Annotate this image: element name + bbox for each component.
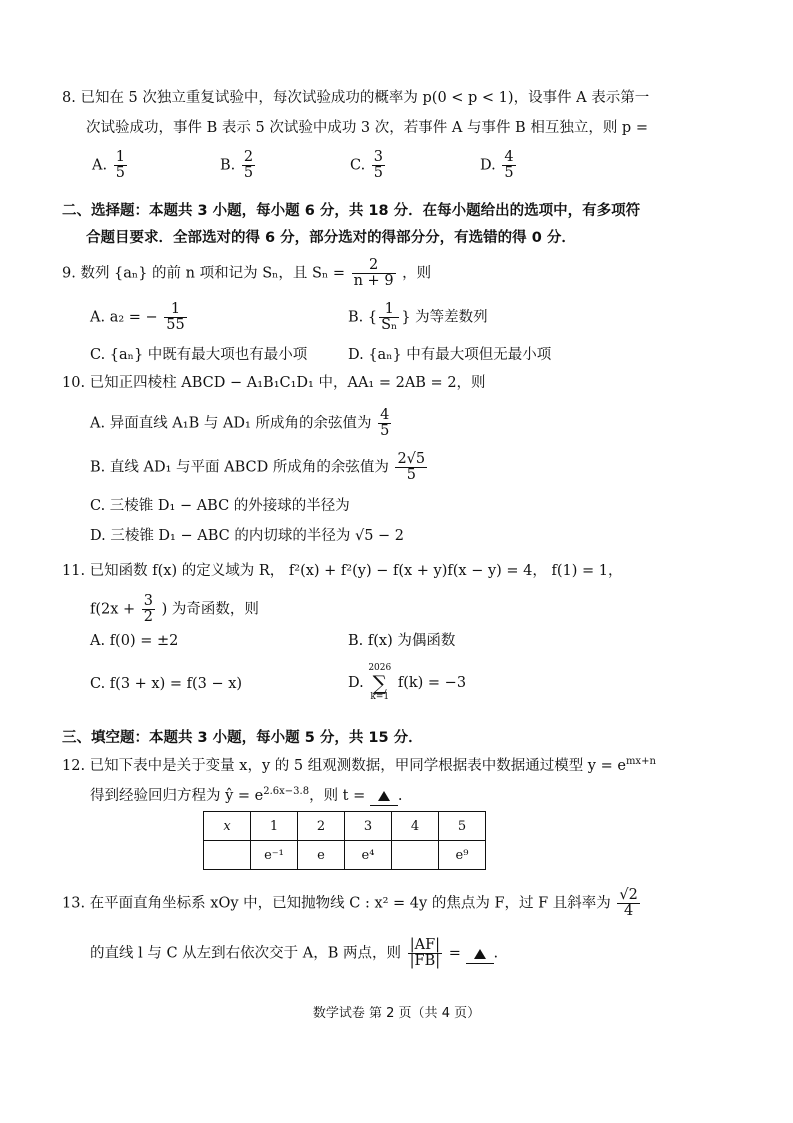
table-cell: e⁹: [439, 841, 486, 870]
fraction: $\frac{3}{2}$: [143, 593, 154, 626]
table-row: [204, 841, 486, 870]
q8-option-a: A. $\frac{1}{5}$: [92, 149, 125, 182]
q9-stem: 9. 数列 {aₙ} 的前 n 项和记为 Sₙ，且 Sₙ = $\frac{2}{n + 9}$ ，则: [62, 257, 432, 290]
q10-option-b: B. 直线 AD₁ 与平面 ABCD 所成角的余弦值为 $\frac{2√5}{5}$: [90, 451, 426, 484]
q9-option-d: D. {aₙ} 中有最大项但无最小项: [348, 347, 552, 363]
q13-stem-line2: 的直线 l 与 C 从左到右依次交于 A，B 两点，则 $\frac{|AF|}{|FB|}$ = .: [90, 937, 499, 970]
q9-option-b: B. { $\frac{1}{\text{Sₙ}}$ } 为等差数列: [348, 301, 488, 334]
table-cell: 4: [392, 812, 439, 841]
fraction: $\frac{4}{5}$: [380, 407, 390, 440]
q12-number: 12.: [62, 757, 86, 774]
section-2-heading-line2: 合题目要求．全部选对的得 6 分，部分选对的得部分分，有选错的得 0 分．: [86, 230, 576, 246]
q11-option-c: C. f(3 + x) = f(3 − x): [90, 676, 243, 692]
fraction: $\frac{4}{5}$: [504, 149, 514, 182]
q8-option-c: C. $\frac{3}{5}$: [350, 149, 384, 182]
summation: 2026 ∑ k=1: [368, 663, 392, 702]
q11-stem-line1: 11. 已知函数 f(x) 的定义域为 R， f²(x) + f²(y) − f(x + y)f(x − y) = 4， f(1) = 1，: [62, 563, 623, 579]
q13-number: 13.: [62, 895, 86, 912]
q11-option-a: A. f(0) = ±2: [90, 633, 179, 649]
q8-stem-line2: 次试验成功，事件 B 表示 5 次试验中成功 3 次，若事件 A 与事件 B 相互独立，则 p =: [86, 120, 648, 136]
table-cell: [204, 841, 251, 870]
q8-option-b: B. $\frac{2}{5}$: [220, 149, 254, 182]
q13-stem-line1: 13. 在平面直角坐标系 xOy 中，已知抛物线 C : x² = 4y 的焦点为 F，过 F 且斜率为 $\frac{√2}{4}$: [62, 887, 638, 920]
fraction: $\frac{1}{\text{Sₙ}}$: [381, 301, 398, 334]
table-cell: 1: [251, 812, 298, 841]
q12-stem-line2: 得到经验回归方程为 ŷ = $e^{2.6x-3.8}$，则 t = .: [90, 786, 403, 806]
table-cell: e: [298, 841, 345, 870]
fraction: $\frac{2√5}{5}$: [397, 451, 426, 484]
fraction: $\frac{√2}{4}$: [619, 887, 638, 920]
table-row: [204, 812, 486, 841]
q8-stem-line1: 已知在 5 次独立重复试验中，每次试验成功的概率为 p(0 < p < 1)，设事件 A 表示第一: [80, 90, 650, 106]
data-table: [203, 811, 486, 870]
answer-blank: [466, 946, 494, 964]
q11-number: 11.: [62, 563, 86, 579]
q11-option-b: B. f(x) 为偶函数: [348, 633, 456, 649]
answer-blank: [370, 788, 398, 806]
section-2-heading: 二、选择题：本题共 3 小题，每小题 6 分，共 18 分．在每小题给出的选项中，有多项符: [62, 203, 641, 219]
table-cell: e⁻¹: [251, 841, 298, 870]
table-cell: 5: [439, 812, 486, 841]
q10-option-d: D. 三棱锥 D₁ − ABC 的内切球的半径为 √5 − 2: [90, 528, 405, 544]
q11-stem-line2: f(2x + $\frac{3}{2}$ ) 为奇函数，则: [90, 593, 259, 626]
fraction: $\frac{2}{5}$: [243, 149, 254, 182]
page-footer: 数学试卷 第 2 页（共 4 页）: [312, 1006, 481, 1021]
fraction: $\frac{1}{5}$: [115, 149, 125, 182]
fraction: $\frac{3}{5}$: [373, 149, 384, 182]
fraction: $\frac{|AF|}{|FB|}$: [409, 937, 441, 970]
table-cell: x: [204, 812, 251, 841]
table-cell: [392, 841, 439, 870]
q10-option-a: A. 异面直线 A₁B 与 AD₁ 所成角的余弦值为 $\frac{4}{5}$: [90, 407, 390, 440]
q9-option-c: C. {aₙ} 中既有最大项也有最小项: [90, 347, 308, 363]
triangle-icon: [378, 791, 390, 801]
q9-option-a: A. a₂ = − $\frac{1}{55}$: [90, 301, 185, 334]
table-cell: 3: [345, 812, 392, 841]
q8-option-d: D. $\frac{4}{5}$: [480, 149, 514, 182]
table-cell: 2: [298, 812, 345, 841]
q11-option-d: D. 2026 ∑ k=1 f(k) = −3: [348, 663, 467, 702]
q10-number: 10.: [62, 375, 86, 391]
q10-option-c: C. 三棱锥 D₁ − ABC 的外接球的半径为: [90, 498, 350, 514]
q12-stem-line1: 12. 已知下表中是关于变量 x，y 的 5 组观测数据，甲同学根据表中数据通过模型 $y = e^{mx+n}$: [62, 756, 656, 774]
fraction: $\frac{2}{n + 9}$: [353, 257, 394, 290]
q8-number: 8.: [62, 90, 76, 106]
q10-stem: 10. 已知正四棱柱 ABCD − A₁B₁C₁D₁ 中，AA₁ = 2AB = 2，则: [62, 375, 486, 391]
triangle-icon: [474, 949, 486, 959]
q8-line1: [62, 90, 649, 107]
section-3-heading: 三、填空题：本题共 3 小题，每小题 5 分，共 15 分．: [62, 730, 423, 746]
table-cell: e⁴: [345, 841, 392, 870]
fraction: $\frac{1}{55}$: [166, 301, 185, 334]
q9-number: 9.: [62, 265, 76, 282]
